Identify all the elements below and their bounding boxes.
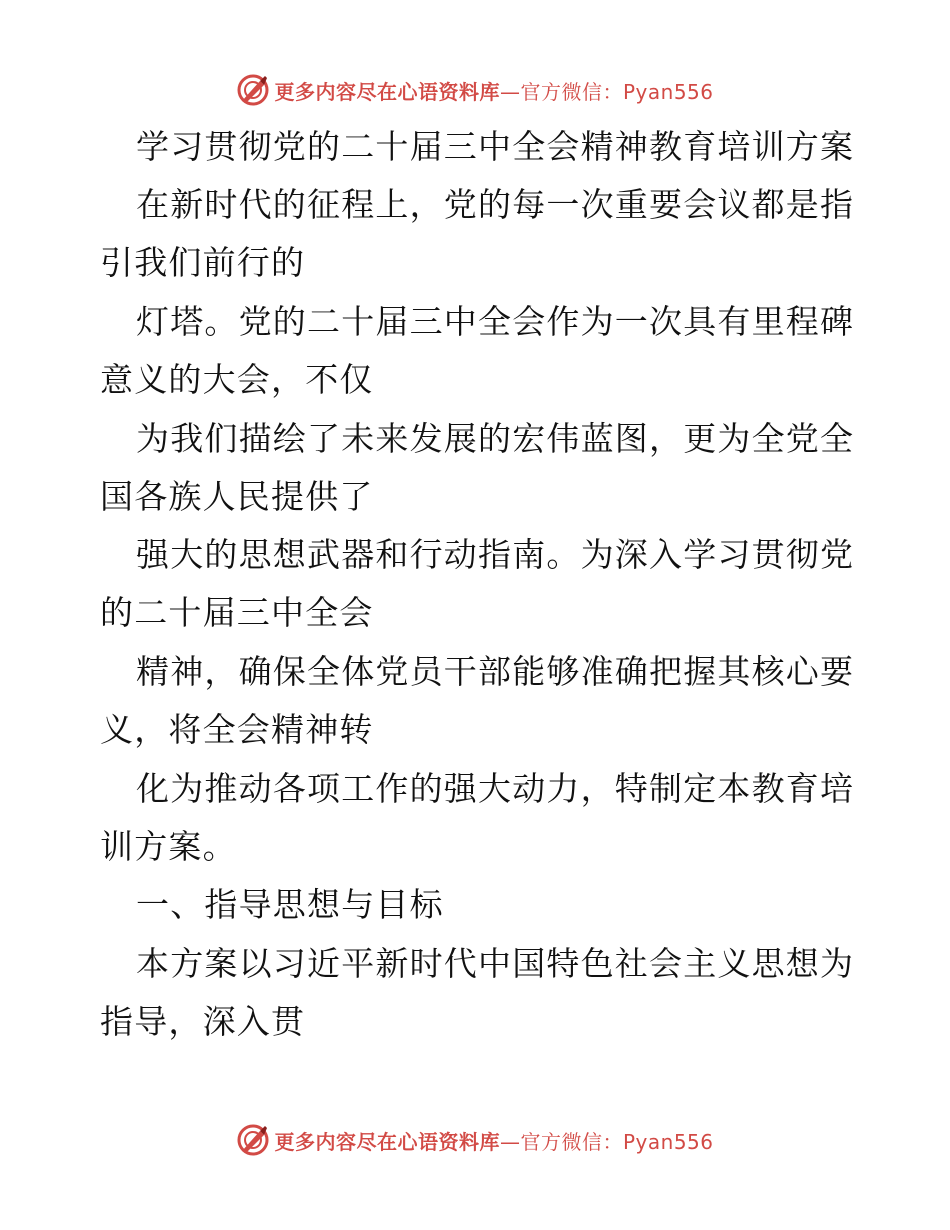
- watermark-brand: 更多内容尽在心语资料库: [274, 79, 500, 104]
- watermark-wechat-id: Pyan556: [622, 1129, 714, 1154]
- watermark-separator: —: [499, 1129, 521, 1154]
- watermark-brand: 更多内容尽在心语资料库: [274, 1129, 500, 1154]
- footer-watermark: [0, 1120, 950, 1160]
- watermark-official-label: 官方微信：: [520, 79, 623, 104]
- paragraph-line: 引我们前行的: [100, 243, 306, 282]
- document-title: 学习贯彻党的二十届三中全会精神教育培训方案: [136, 127, 855, 166]
- paragraph-line: 义，将全会精神转: [100, 710, 374, 749]
- watermark-official-label: 官方微信：: [520, 1129, 623, 1154]
- paragraph-line: 的二十届三中全会: [100, 593, 374, 632]
- watermark-text: [274, 1126, 713, 1155]
- paragraph-line: 化为推动各项工作的强大动力，特制定本教育培: [136, 769, 855, 808]
- pen-logo-icon: [236, 1123, 270, 1157]
- watermark-separator: —: [499, 79, 521, 104]
- paragraph-line: 精神，确保全体党员干部能够准确把握其核心要: [136, 652, 855, 691]
- paragraph-line: 灯塔。党的二十届三中全会作为一次具有里程碑: [136, 302, 855, 341]
- section-heading: 一、指导思想与目标: [136, 885, 444, 924]
- paragraph-line: 本方案以习近平新时代中国特色社会主义思想为: [136, 944, 855, 983]
- paragraph-line: 为我们描绘了未来发展的宏伟蓝图，更为全党全: [136, 419, 855, 458]
- paragraph-line: 意义的大会，不仅: [100, 360, 374, 399]
- paragraph-line: 指导，深入贯: [100, 1002, 306, 1041]
- paragraph-line: 在新时代的征程上，党的每一次重要会议都是指: [136, 185, 855, 224]
- paragraph-line: 训方案。: [100, 827, 237, 866]
- header-watermark: [0, 70, 950, 110]
- paragraph-line: 强大的思想武器和行动指南。为深入学习贯彻党: [136, 535, 855, 574]
- paragraph-line: 国各族人民提供了: [100, 477, 374, 516]
- watermark-text: [274, 76, 713, 105]
- watermark-wechat-id: Pyan556: [622, 79, 714, 104]
- pen-logo-icon: [236, 73, 270, 107]
